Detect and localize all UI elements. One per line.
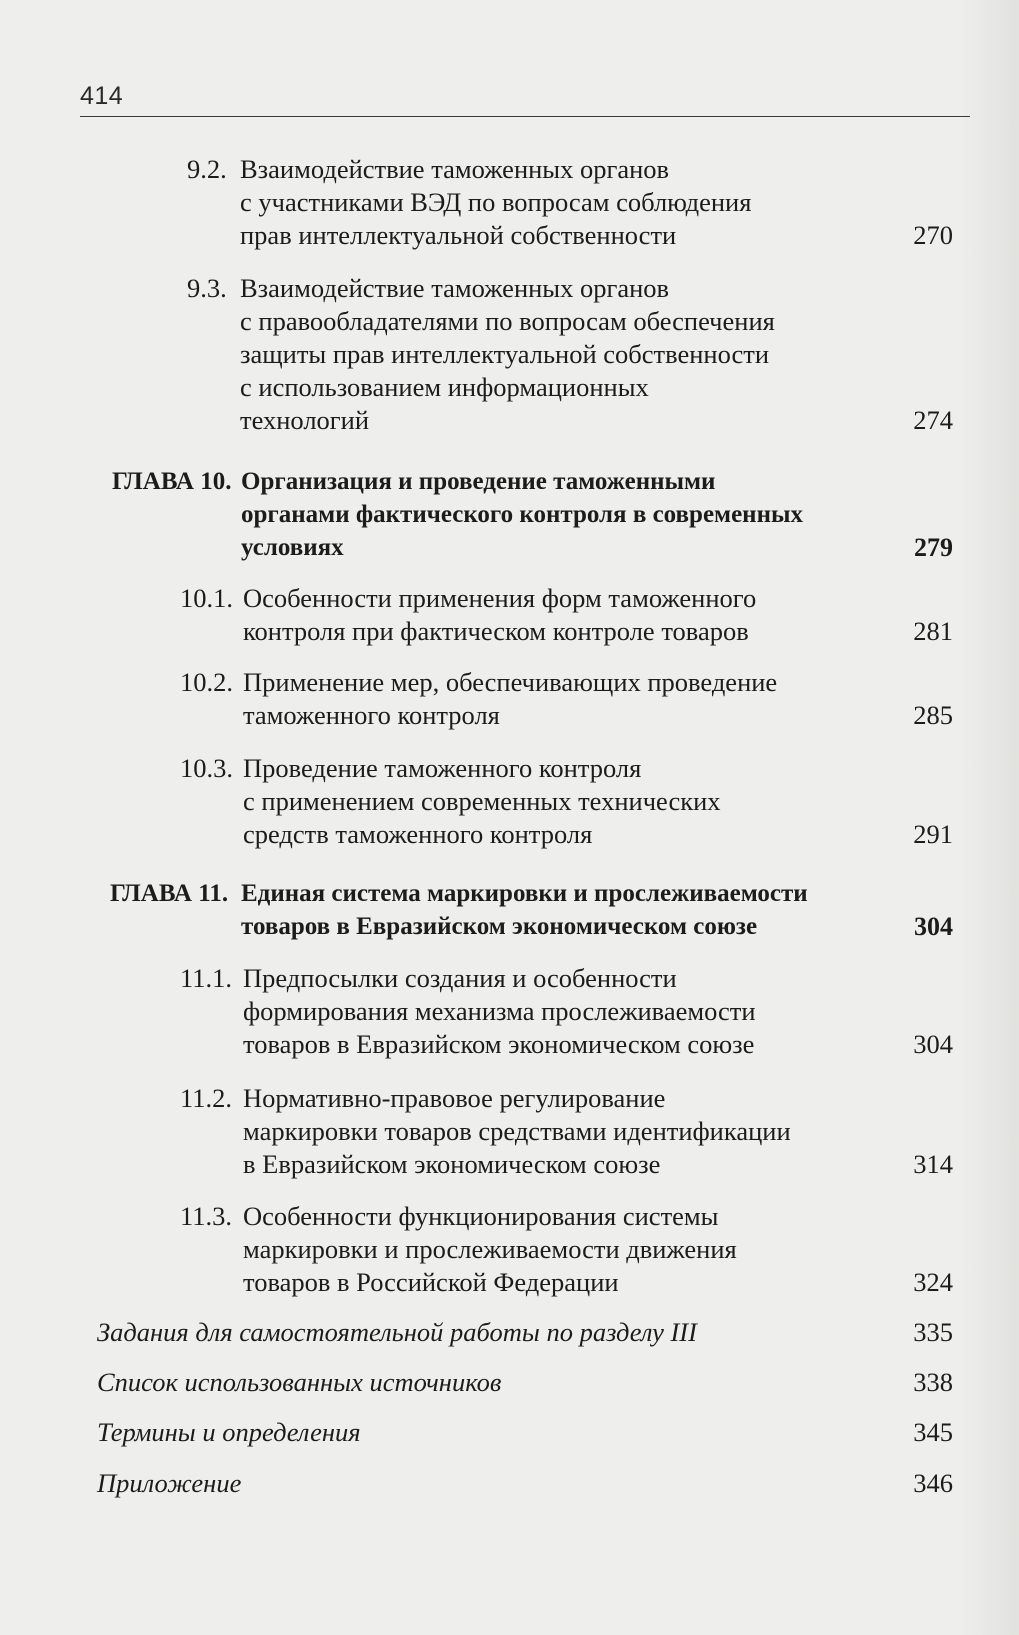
chapter-number: ГЛАВА 11. <box>110 880 229 907</box>
section-number: 10.2. <box>180 667 233 697</box>
entry-title: Приложение <box>97 1468 242 1498</box>
page-ref: 304 <box>914 912 953 941</box>
section-number: 10.1. <box>180 583 233 613</box>
page-ref: 304 <box>913 1029 953 1059</box>
page-ref: 338 <box>913 1367 953 1397</box>
section-title: Особенности функционирования системы маркировки и прослеживаемости движения товаров в Российской Федерации <box>243 1201 737 1297</box>
chapter-number: ГЛАВА 10. <box>112 468 232 495</box>
section-number: 9.2. <box>187 154 227 184</box>
page-ref: 270 <box>913 220 953 250</box>
page-number: 414 <box>80 82 124 110</box>
page-ref: 346 <box>913 1468 953 1498</box>
section-title: Предпосылки создания и особенности формирования механизма прослеживаемости товаров в Евразийском экономическом союзе <box>243 963 756 1059</box>
chapter-title: Единая система маркировки и прослеживаемости товаров в Евразийском экономическом союзе <box>241 880 808 940</box>
page-ref: 281 <box>913 616 953 646</box>
entry-title: Термины и определения <box>97 1417 361 1447</box>
page-ref: 291 <box>913 819 953 849</box>
entry-title: Задания для самостоятельной работы по разделу III <box>97 1317 697 1347</box>
section-number: 10.3. <box>180 753 233 783</box>
page-ref: 345 <box>913 1417 953 1447</box>
page-ref: 324 <box>913 1267 953 1297</box>
section-number: 9.3. <box>187 273 227 303</box>
section-title: Проведение таможенного контроля с применением современных технических средств таможенного контроля <box>243 753 721 849</box>
section-number: 11.3. <box>180 1201 233 1231</box>
entry-title: Список использованных источников <box>97 1367 502 1397</box>
page-ref: 279 <box>914 533 953 562</box>
page-ref: 335 <box>913 1317 953 1347</box>
section-title: Нормативно-правовое регулирование маркировки товаров средствами идентификации в Евразийском экономическом союзе <box>243 1083 791 1179</box>
section-title: Особенности применения форм таможенного контроля при фактическом контроле товаров <box>243 583 757 646</box>
section-title: Применение мер, обеспечивающих проведение таможенного контроля <box>243 667 778 730</box>
section-number: 11.1. <box>180 963 233 993</box>
page-ref: 274 <box>913 405 953 435</box>
section-title: Взаимодействие таможенных органов с участниками ВЭД по вопросам соблюдения прав интеллектуальной собственности <box>240 154 752 250</box>
page-ref: 314 <box>913 1149 953 1179</box>
section-title: Взаимодействие таможенных органов с правообладателями по вопросам обеспечения защиты прав интеллектуальной собственности с использованием информационных технологий <box>240 273 775 435</box>
chapter-title: Организация и проведение таможенными органами фактического контроля в современных условиях <box>241 468 803 561</box>
section-number: 11.2. <box>180 1083 233 1113</box>
page-ref: 285 <box>913 700 953 730</box>
